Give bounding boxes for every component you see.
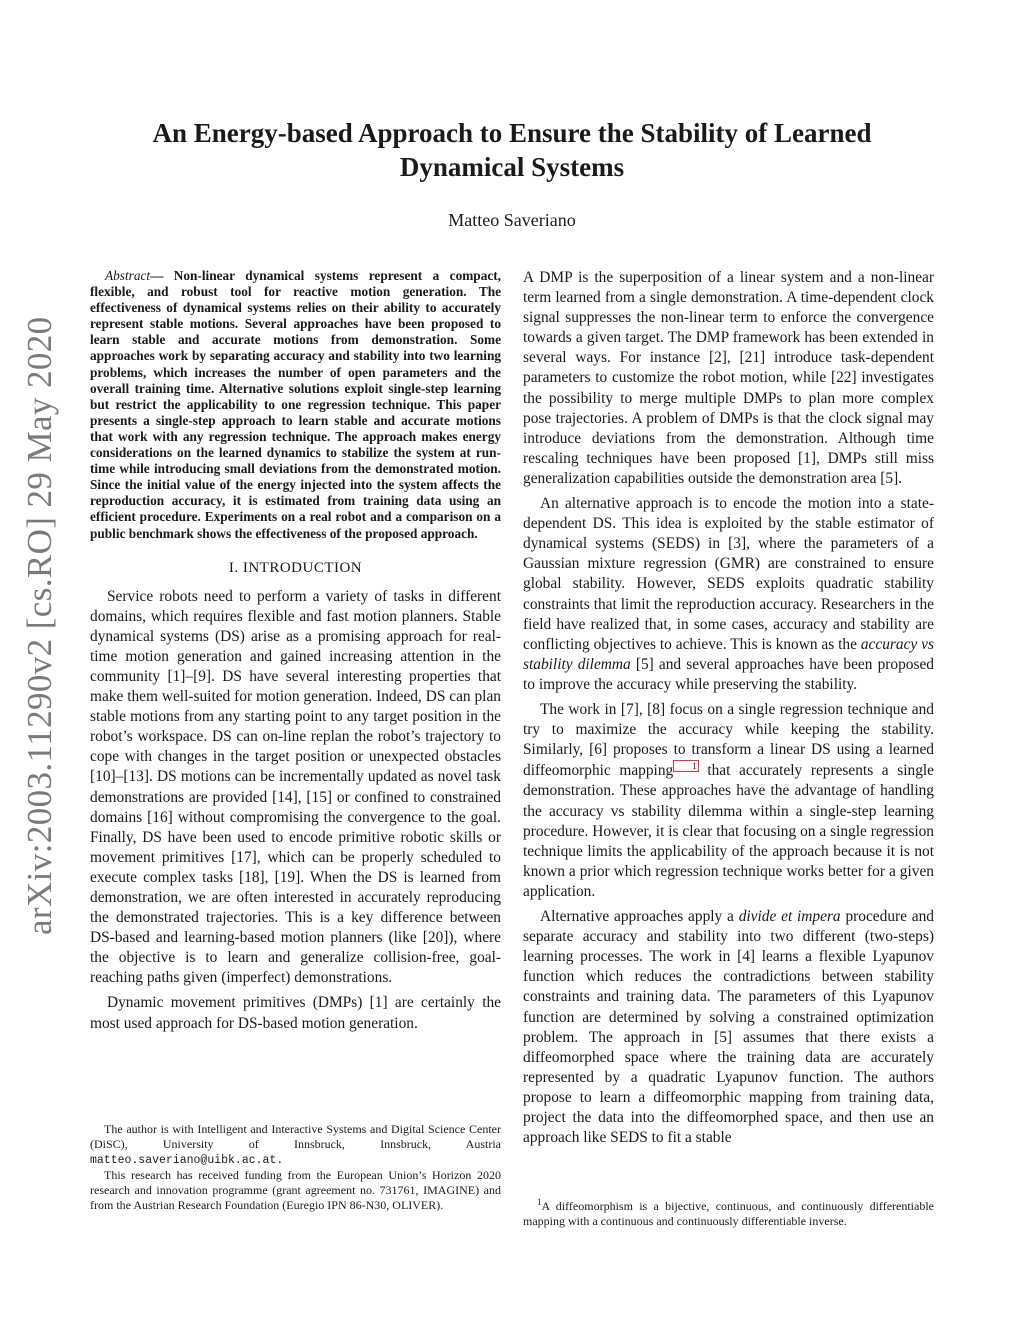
author-email: matteo.saveriano@uibk.ac.at.: [90, 1154, 284, 1167]
footnote-marker: 1: [537, 1197, 542, 1207]
footnote-affiliation: [90, 1122, 501, 1168]
arxiv-identifier: arXiv:2003.11290v2 [cs.RO] 29 May 2020: [20, 316, 59, 935]
p2-text-a: An alternative approach is to encode the motion into a state-dependent DS. This idea is exploited by the stable estimator of dynamical systems (SEDS) in [3], where the parameters of a Gaussian mixture regression (GMR) are constrained to ensure global stability. However, SEDS exploits quadratic stability constraints that limit the reproduction accuracy. Researchers in the field have realized that, in some cases, accuracy and stability are conflicting objectives to achieve. This is known as the: [523, 495, 934, 653]
section-heading-introduction: I. INTRODUCTION: [228, 559, 363, 576]
right-column: [523, 268, 934, 1148]
footnote-funding: This research has received funding from the European Union’s Horizon 2020 research and innovation programme (grant agreement no. 731761, IMAGINE) and from the Austrian Research Foundation (Euregio IPN 86-N30, OLIVER).: [90, 1168, 501, 1212]
footnote-diffeomorphism: [523, 1195, 934, 1229]
right-paragraph-1: A DMP is the superposition of a linear system and a non-linear term learned from a single demonstration. A time-dependent clock signal suppresses the non-linear term to enforce the convergence towards a given target. The DMP framework has been extended in several ways. For instance [2], [21] introduce task-dependent parameters to customize the robot motion, while [22] investigates the possibility to merge multiple DMPs to plan more complex pose trajectories. A problem of DMPs is that the clock signal may introduce deviations from the demonstration. Although time rescaling techniques have been proposed [1], DMPs still miss generalization capabilities outside the demonstration area [5].: [523, 269, 934, 487]
right-footnote: [523, 1195, 934, 1229]
abstract-label: Abstract: [105, 268, 151, 283]
abstract: [90, 268, 501, 542]
p2-italic-term: accuracy vs stability dilemma: [523, 635, 934, 673]
p3-text-a: The work in [7], [8] focus on a single regression technique and try to maximize the accuracy while keeping the stability. Similarly, [6] proposes to transform a linear DS using a learned diffeomorphic mapping: [523, 700, 934, 780]
author-name: Matteo Saveriano: [448, 210, 576, 230]
intro-paragraph-2: Dynamic movement primitives (DMPs) [1] are certainly the most used approach for DS-based motion generation.: [90, 994, 501, 1032]
right-paragraph-3: [523, 700, 934, 902]
p4-text-a: Alternative approaches apply a: [540, 908, 739, 926]
affiliation-text: The author is with Intelligent and Interactive Systems and Digital Science Center (DiSC), University of Innsbruck, Innsbruck, Austria: [90, 1122, 501, 1151]
p4-italic-term: divide et impera: [738, 908, 841, 926]
right-paragraph-4: [523, 907, 934, 1148]
abstract-text: — Non-linear dynamical systems represent a compact, flexible, and robust tool for reactive motion generation. The effectiveness of dynamical systems relies on their ability to accurately represent stable motions. Several approaches have been proposed to learn stable and accurate motions from demonstration. Some approaches work by separating accuracy and stability into two learning problems, which increases the number of open parameters and the overall training time. Alternative solutions exploit single-step learning but restrict the applicability to one regression technique. This paper presents a single-step approach to learn stable and accurate motions that work with any regression technique. The approach makes energy considerations on the learned dynamics to stabilize the system at run-time while introducing small deviations from the demonstrated motion. Since the initial value of the energy injected into the system affects the reproduction accuracy, it is estimated from training data using an efficient procedure. Experiments on a real robot and a comparison on a public benchmark shows the effectiveness of the proposed approach.: [90, 268, 501, 541]
p2-text-b: [5] and several approaches have been proposed to improve the accuracy while preserving the stability.: [523, 655, 934, 693]
right-paragraph-2: [523, 494, 934, 695]
p4-text-b: procedure and separate accuracy and stability into two different (two-steps) learning processes. The work in [4] learns a flexible Lyapunov function which reduces the contradictions between stability constraints and training data. The parameters of this Lyapunov function are determined by solving a constrained optimization problem. The approach in [5] assumes that there exists a diffeomorphed space where the training data are accurately represented by a quadratic Lyapunov function. The authors propose to learn a diffeomorphic mapping from training data, project the data into the diffeomorphed space, and then use an approach like SEDS to fit a stable: [523, 908, 934, 1147]
paper-title: An Energy-based Approach to Ensure the Stability of Learned Dynamical Systems: [152, 118, 872, 182]
footnote-text: A diffeomorphism is a bijective, continuous, and continuously differentiable mapping with a continuous and continuously differentiable inverse.: [523, 1199, 934, 1228]
left-footnotes: [90, 1122, 501, 1213]
p3-text-b: that accurately represents a single demonstration. These approaches have the advantage of handling the accuracy vs stability dilemma within a single-step learning procedure. However, it is clear that focusing on a single regression technique limits the applicability of the approach because it is not known a prior which regression technique works better for a given application.: [523, 762, 934, 900]
footnote-link[interactable]: 1: [673, 760, 699, 772]
intro-paragraph-1: Service robots need to perform a variety of tasks in different domains, which requires flexible and fast motion planners. Stable dynamical systems (DS) arise as a promising approach for real-time motion generation and gained increasing attention in the community [1]–[9]. DS have several interesting properties that make them well-suited for motion generation. Indeed, DS can plan stable motions from any starting point to any target position in the robot’s workspace. DS can on-line replan the robot’s trajectory to cope with changes in the target position or unexpected obstacles [10]–[13]. DS motions can be incrementally updated as novel task demonstrations are provided [14], [15] or confined to constrained domains [16] without compromising the convergence to the goal. Finally, DS have been used to encode primitive robotic skills or movement primitives [17], which can be properly scheduled to execute complex tasks [18], [19]. When the DS is learned from demonstration, we are often interested in accurately reproducing the demonstrated trajectories. This is a key difference between DS-based and learning-based motion planners (like [20]), where the objective is to learn and generalize collision-free, goal-reaching paths given (imperfect) demonstrations.: [90, 587, 501, 987]
left-column: [90, 268, 501, 1034]
